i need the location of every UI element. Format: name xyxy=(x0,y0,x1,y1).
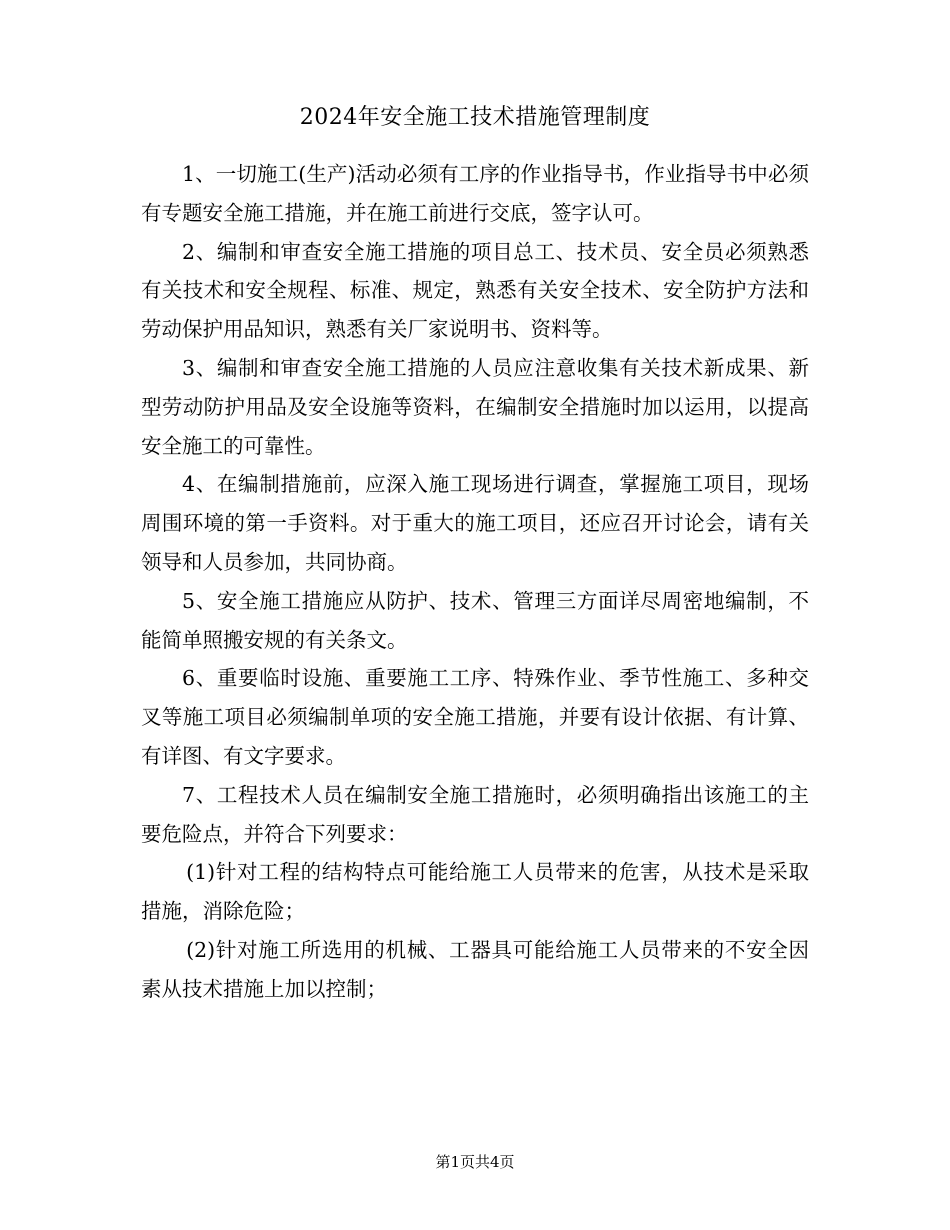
paragraph-7: 7、工程技术人员在编制安全施工措施时，必须明确指出该施工的主要危险点，并符合下列要求： xyxy=(141,782,809,846)
document-title: 2024年安全施工技术措施管理制度 xyxy=(299,105,651,130)
paragraph-6: 6、重要临时设施、重要施工工序、特殊作业、季节性施工、多种交叉等施工项目必须编制单项的安全施工措施，并要有设计依据、有计算、有详图、有文字要求。 xyxy=(141,666,809,768)
document-body xyxy=(141,155,809,1009)
paragraph-2: 2、编制和审查安全施工措施的项目总工、技术员、安全员必须熟悉有关技术和安全规程、标准、规定，熟悉有关安全技术、安全防护方法和劳动保护用品知识，熟悉有关厂家说明书、资料等。 xyxy=(141,239,809,342)
paragraph-1: 1、一切施工(生产)活动必须有工序的作业指导书，作业指导书中必须有专题安全施工措施，并在施工前进行交底，签字认可。 xyxy=(141,162,809,225)
page-number-footer: 第1页共4页 xyxy=(435,1153,515,1171)
paragraph-4: 4、在编制措施前，应深入施工现场进行调查，掌握施工项目，现场周围环境的第一手资料。对于重大的施工项目，还应召开讨论会，请有关领导和人员参加，共同协商。 xyxy=(141,472,809,574)
paragraph-5: 5、安全施工措施应从防护、技术、管理三方面详尽周密地编制，不能简单照搬安规的有关条文。 xyxy=(141,588,809,652)
paragraph-3: 3、编制和审查安全施工措施的人员应注意收集有关技术新成果、新型劳动防护用品及安全设施等资料，在编制安全措施时加以运用，以提高安全施工的可靠性。 xyxy=(141,355,809,458)
paragraph-7-item-2: (2)针对施工所选用的机械、工器具可能给施工人员带来的不安全因素从技术措施上加以控制； xyxy=(141,937,809,1001)
paragraph-7-item-1: (1)针对工程的结构特点可能给施工人员带来的危害，从技术是采取措施，消除危险； xyxy=(141,860,809,924)
